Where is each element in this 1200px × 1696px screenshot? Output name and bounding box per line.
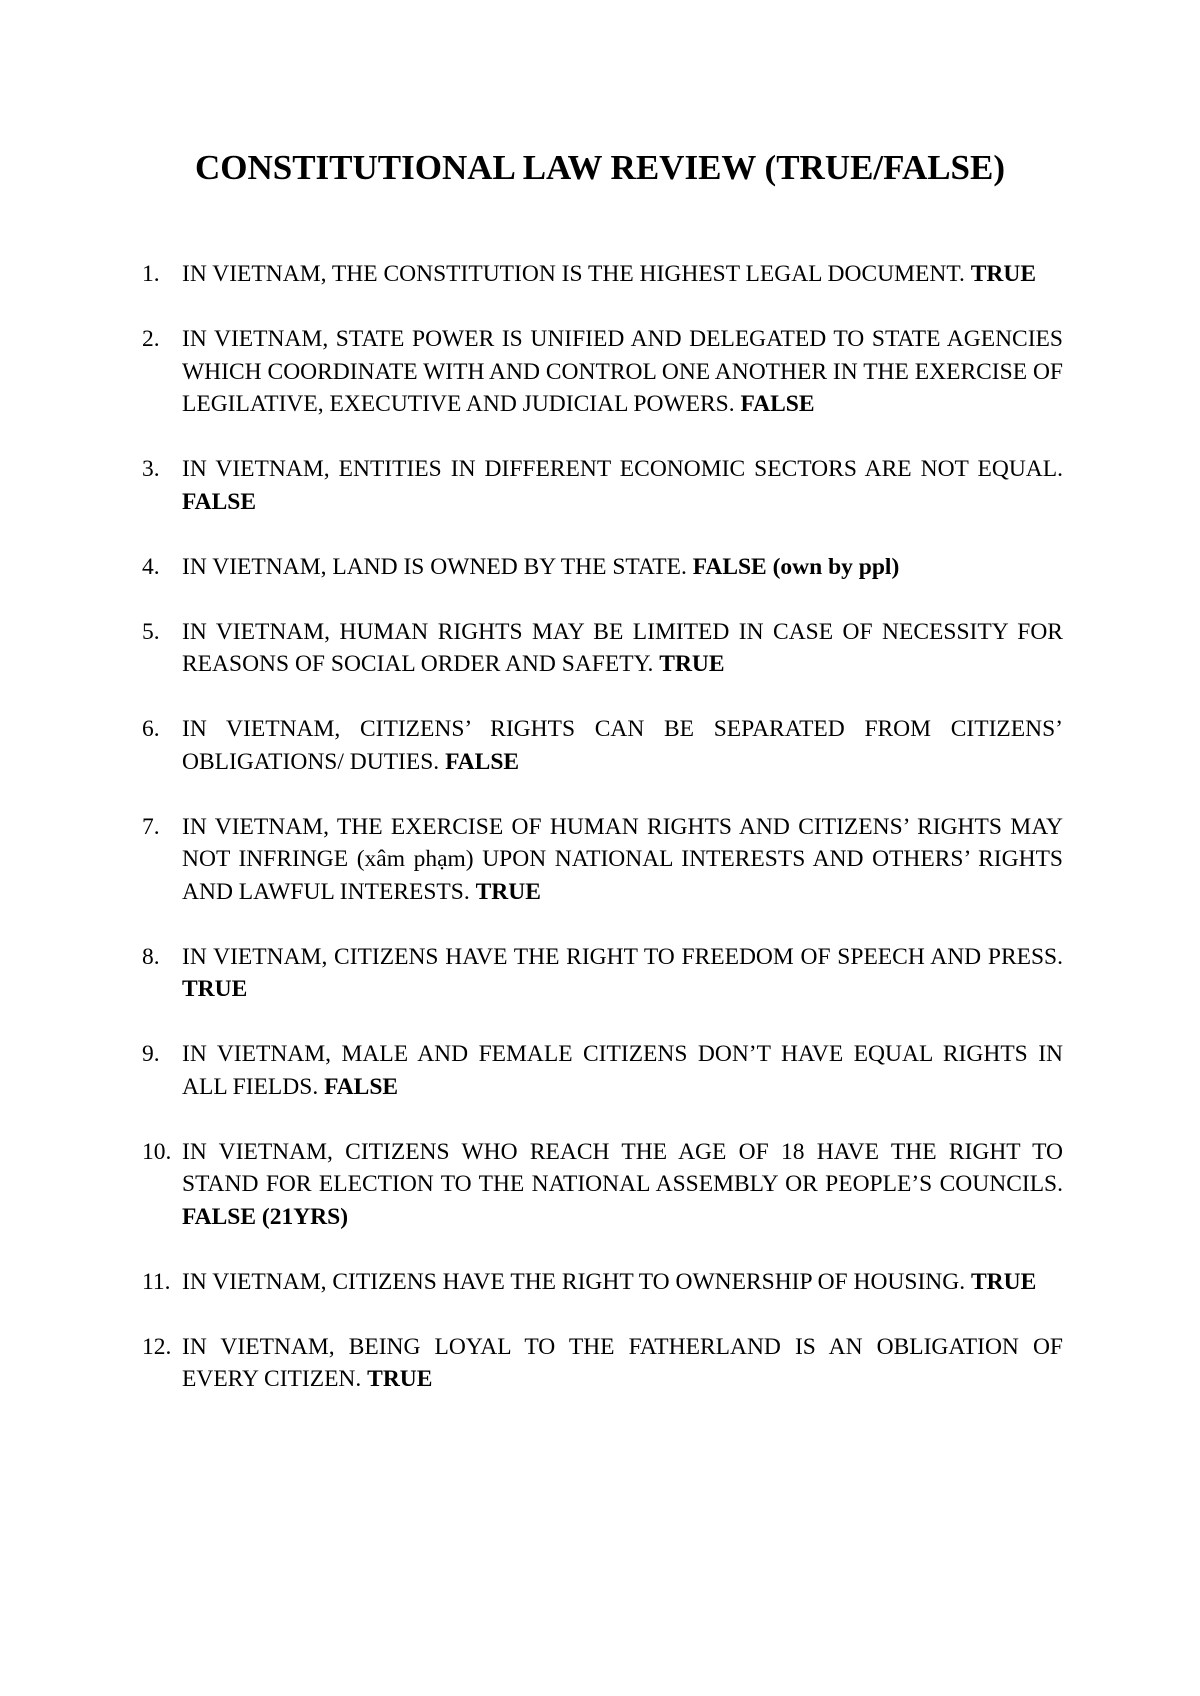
question-text	[182, 1331, 1063, 1396]
answer-label: TRUE	[367, 1366, 433, 1392]
question-item	[142, 1266, 1063, 1299]
question-number: 10.	[142, 1138, 172, 1165]
question-item	[142, 1038, 1063, 1103]
answer-label: TRUE	[971, 1268, 1037, 1295]
question-text	[182, 1038, 1063, 1103]
question-number: 1.	[142, 261, 160, 287]
question-number: 7.	[142, 813, 160, 840]
question-item	[142, 616, 1063, 681]
answer-label: FALSE	[324, 1073, 399, 1100]
question-item	[142, 453, 1063, 518]
question-item	[142, 1331, 1063, 1396]
question-statement: IN VIETNAM, ENTITIES IN DIFFERENT ECONOMIC SECTORS ARE NOT EQUAL.	[182, 456, 1063, 482]
question-number: 6.	[142, 716, 160, 742]
question-text	[182, 616, 1063, 681]
question-number: 8.	[142, 943, 160, 970]
question-statement: IN VIETNAM, THE EXERCISE OF HUMAN RIGHTS AND CITIZENS’ RIGHTS MAY NOT INFRINGE (xâm phạm) UPON NATIONAL INTERESTS AND OTHERS’ RIGHTS AND LAWFUL INTERESTS.	[182, 813, 1063, 905]
answer-label: TRUE	[659, 651, 725, 677]
question-number: 11.	[142, 1268, 171, 1295]
question-statement: IN VIETNAM, MALE AND FEMALE CITIZENS DON’T HAVE EQUAL RIGHTS IN ALL FIELDS.	[182, 1041, 1063, 1100]
question-text	[182, 453, 1063, 518]
question-statement: IN VIETNAM, STATE POWER IS UNIFIED AND DELEGATED TO STATE AGENCIES WHICH COORDINATE WITH AND CONTROL ONE ANOTHER IN THE EXERCISE OF LEGILATIVE, EXECUTIVE AND JUDICIAL POWERS.	[182, 326, 1063, 417]
question-number: 9.	[142, 1041, 160, 1067]
question-item	[142, 1136, 1063, 1234]
answer-label: TRUE	[475, 878, 541, 905]
answer-label: TRUE	[182, 976, 248, 1002]
document-title: CONSTITUTIONAL LAW REVIEW (TRUE/FALSE)	[194, 148, 1006, 187]
question-item	[142, 323, 1063, 421]
question-item	[142, 258, 1063, 291]
question-text	[182, 1266, 1063, 1299]
question-statement: IN VIETNAM, CITIZENS WHO REACH THE AGE OF 18 HAVE THE RIGHT TO STAND FOR ELECTION TO THE NATIONAL ASSEMBLY OR PEOPLE’S COUNCILS.	[182, 1138, 1063, 1197]
question-text	[182, 258, 1063, 291]
question-list	[142, 258, 1063, 1428]
question-item	[142, 941, 1063, 1006]
question-text	[182, 551, 1063, 584]
answer-label: FALSE (own by ppl)	[692, 553, 900, 580]
question-item	[142, 713, 1063, 778]
question-statement: IN VIETNAM, LAND IS OWNED BY THE STATE.	[182, 553, 687, 580]
question-statement: IN VIETNAM, THE CONSTITUTION IS THE HIGHEST LEGAL DOCUMENT.	[182, 261, 965, 287]
answer-label: FALSE	[182, 488, 256, 515]
question-statement: IN VIETNAM, CITIZENS’ RIGHTS CAN BE SEPARATED FROM CITIZENS’ OBLIGATIONS/ DUTIES.	[182, 716, 1063, 775]
question-number: 4.	[142, 553, 160, 580]
question-text	[182, 1136, 1063, 1234]
answer-label: FALSE	[740, 391, 815, 417]
question-item	[142, 811, 1063, 909]
question-statement: IN VIETNAM, CITIZENS HAVE THE RIGHT TO OWNERSHIP OF HOUSING.	[182, 1268, 966, 1295]
question-item	[142, 551, 1063, 584]
question-number: 3.	[142, 456, 160, 482]
question-statement: IN VIETNAM, HUMAN RIGHTS MAY BE LIMITED IN CASE OF NECESSITY FOR REASONS OF SOCIAL ORDER AND SAFETY.	[182, 618, 1063, 677]
question-number: 2.	[142, 326, 160, 352]
answer-label: TRUE	[970, 261, 1037, 287]
question-statement: IN VIETNAM, BEING LOYAL TO THE FATHERLAND IS AN OBLIGATION OF EVERY CITIZEN.	[182, 1333, 1063, 1392]
question-number: 12.	[142, 1333, 172, 1360]
question-text	[182, 713, 1063, 778]
question-statement: IN VIETNAM, CITIZENS HAVE THE RIGHT TO FREEDOM OF SPEECH AND PRESS.	[182, 943, 1063, 970]
question-text	[182, 811, 1063, 909]
question-text	[182, 323, 1063, 421]
question-text	[182, 941, 1063, 1006]
question-number: 5.	[142, 618, 160, 645]
answer-label: FALSE	[445, 748, 520, 775]
answer-label: FALSE (21YRS)	[182, 1203, 349, 1230]
